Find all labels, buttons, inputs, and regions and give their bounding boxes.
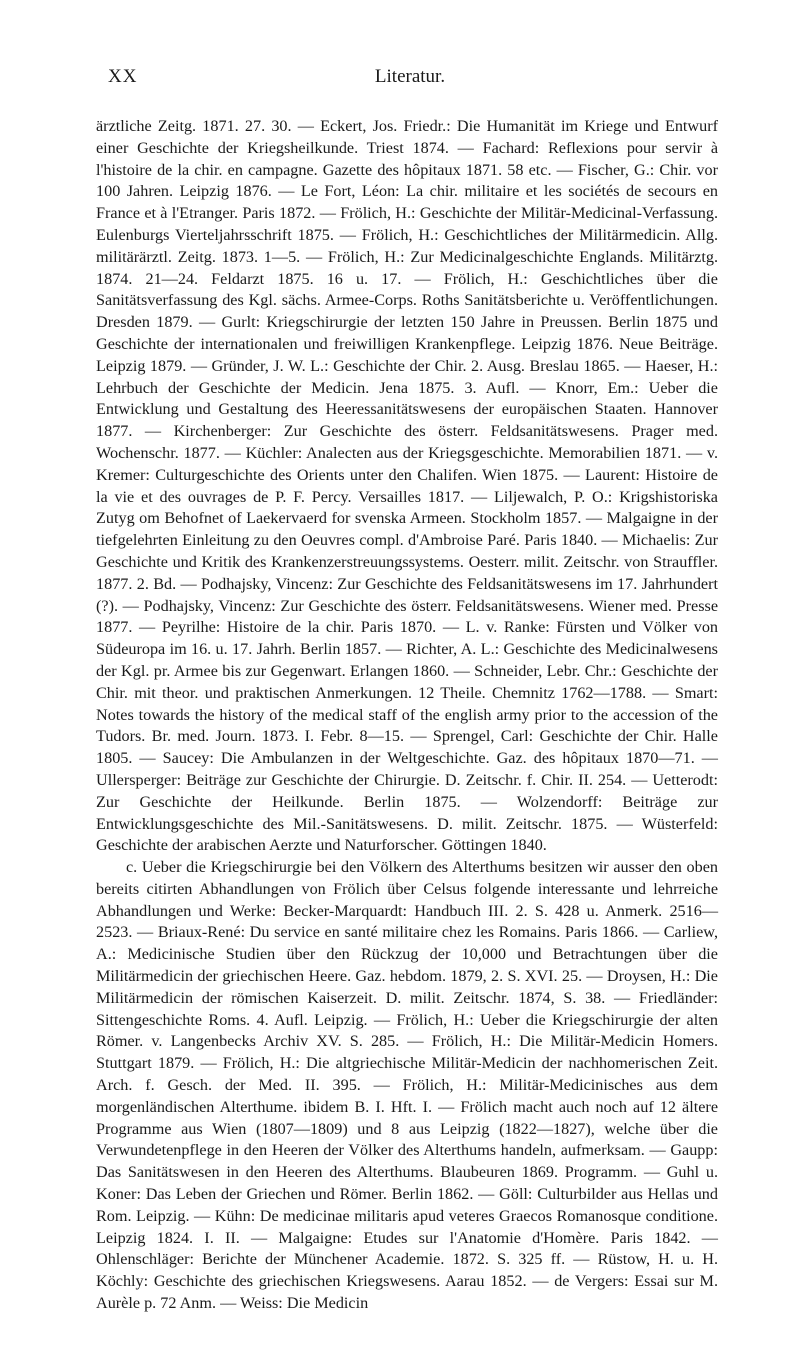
paragraph-literature-list: ärztliche Zeitg. 1871. 27. 30. — Eckert, Jos. Friedr.: Die Humanität im Kriege und Entwurf einer Geschichte der Kriegsheilkunde. Triest 1874. — Fachard: Reflexions pour servir à l'histoire de la chir. en campagne. Gazette des hôpitaux 1871. 58 etc. — Fischer, G.: Chir. vor 100 Jahren. Leipzig 1876. — Le Fort, Léon: La chir. militaire et les sociétés de secours en France et à l'Etranger. Paris 1872. — Frölich, H.: Geschichte der Militär-Medicinal-Verfassung. Eulenburgs Vierteljahrsschrift 1875. — Frölich, H.: Geschichtliches der Militärmedicin. Allg. militärärztl. Zeitg. 1873. 1—5. — Frölich, H.: Zur Medicinalgeschichte Englands. Militärztg. 1874. 21—24. Feldarzt 1875. 16 u. 17. — Frölich, H.: Geschichtliches über die Sanitätsverfassung des Kgl. sächs. Armee-Corps. Roths Sanitätsberichte u. Veröffentlichungen. Dresden 1879. — Gurlt: Kriegschirurgie der letzten 150 Jahre in Preussen. Berlin 1875 und Geschichte der internationalen und freiwilligen Krankenpflege. Leipzig 1876. Neue Beiträge. Leipzig 1879. — Gründer, J. W. L.: Geschichte der Chir. 2. Ausg. Breslau 1865. — Haeser, H.: Lehrbuch der Geschichte der Medicin. Jena 1875. 3. Aufl. — Knorr, Em.: Ueber die Entwicklung und Gestaltung des Heeressanitätswesens der europäischen Staaten. Hannover 1877. — Kirchenberger: Zur Geschichte des österr. Feldsanitätswesens. Prager med. Wochenschr. 1877. — Küchler: Analecten aus der Kriegsgeschichte. Memorabilien 1871. — v. Kremer: Culturgeschichte des Orients unter den Chalifen. Wien 1875. — Laurent: Histoire de la vie et des ouvrages de P. F. Percy. Versailles 1817. — Liljewalch, P. O.: Krigshistoriska Zutyg om Behofnet of Laekervaerd for svenska Armeen. Stockholm 1857. — Malgaigne in der tiefgelehrten Einleitung zu den Oeuvres compl. d'Ambroise Paré. Paris 1840. — Michaelis: Zur Geschichte und Kritik des Krankenzerstreuungssystems. Oesterr. milit. Zeitschr. von Strauffler. 1877. 2. Bd. — Podhajsky, Vincenz: Zur Geschichte des Feldsanitätswesens im 17. Jahrhundert (?). — Podhajsky, Vincenz: Zur Geschichte des österr. Feldsanitätswesens. Wiener med. Presse 1877. — Peyrilhe: Histoire de la chir. Paris 1870. — L. v. Ranke: Fürsten und Völker von Südeuropa im 16. u. 17. Jahrh. Berlin 1857. — Richter, A. L.: Geschichte des Medicinalwesens der Kgl. pr. Armee bis zur Gegenwart. Erlangen 1860. — Schneider, Lebr. Chr.: Geschichte der Chir. mit theor. und praktischen Anmerkungen. 12 Theile. Chemnitz 1762—1788. — Smart: Notes towards the history of the medical staff of the english army prior to the accession of the Tudors. Br. med. Journ. 1873. I. Febr. 8—15. — Sprengel, Carl: Geschichte der Chir. Halle 1805. — Saucey: Die Ambulanzen in der Weltgeschichte. Gaz. des hôpitaux 1870—71. — Ullersperger: Beiträge zur Geschichte der Chirurgie. D. Zeitschr. f. Chir. II. 254. — Uetterodt: Zur Geschichte der Heilkunde. Berlin 1875. — Wolzendorff: Beiträge zur Entwicklungsgeschichte des Mil.-Sanitätswesens. D. milit. Zeitschr. 1875. — Wüsterfeld: Geschichte der arabischen Aerzte und Naturforscher. Göttingen 1840.: [96, 117, 718, 855]
bibliography-text: [96, 116, 718, 1315]
paragraph-section-c: c. Ueber die Kriegschirurgie bei den Völkern des Alterthums besitzen wir ausser den oben bereits citirten Abhandlungen von Frölich über Celsus folgende interessante und lehrreiche Abhandlungen und Werke: Becker-Marquardt: Handbuch III. 2. S. 428 u. Anmerk. 2516—2523. — Briaux-René: Du service en santé militaire chez les Romains. Paris 1866. — Carliew, A.: Medicinische Studien über den Rückzug der 10,000 und Betrachtungen über die Militärmedicin der griechischen Heere. Gaz. hebdom. 1879, 2. S. XVI. 25. — Droysen, H.: Die Militärmedicin der römischen Kaiserzeit. D. milit. Zeitschr. 1874, S. 38. — Friedländer: Sittengeschichte Roms. 4. Aufl. Leipzig. — Frölich, H.: Ueber die Kriegschirurgie der alten Römer. v. Langenbecks Archiv XV. S. 285. — Frölich, H.: Die Militär-Medicin Homers. Stuttgart 1879. — Frölich, H.: Die altgriechische Militär-Medicin der nachhomerischen Zeit. Arch. f. Gesch. der Med. II. 395. — Frölich, H.: Militär-Medicinisches aus dem morgenländischen Alterthume. ibidem B. I. Hft. I. — Frölich macht auch noch auf 12 ältere Programme aus Wien (1807—1809) und 8 aus Leipzig (1822—1827), welche über die Verwundetenpflege in den Heeren der Völker des Alterthums handeln, aufmerksam. — Gaupp: Das Sanitätswesen in den Heeren des Alterthums. Blaubeuren 1869. Programm. — Guhl u. Koner: Das Leben der Griechen und Römer. Berlin 1862. — Göll: Culturbilder aus Hellas und Rom. Leipzig. — Kühn: De medicinae militaris apud veteres Graecos Romanosque conditione. Leipzig 1824. I. II. — Malgaigne: Etudes sur l'Anatomie d'Homère. Paris 1842. — Ohlenschläger: Berichte der Münchener Academie. 1872. S. 325 ff. — Rüstow, H. u. H. Köchly: Geschichte des griechischen Kriegswesens. Aarau 1852. — de Vergers: Essai sur M. Aurèle p. 72 Anm. — Weiss: Die Medicin: [96, 858, 718, 1313]
page-header: [108, 66, 712, 90]
running-title: Literatur.: [374, 66, 446, 87]
page-number: XX: [108, 66, 138, 87]
